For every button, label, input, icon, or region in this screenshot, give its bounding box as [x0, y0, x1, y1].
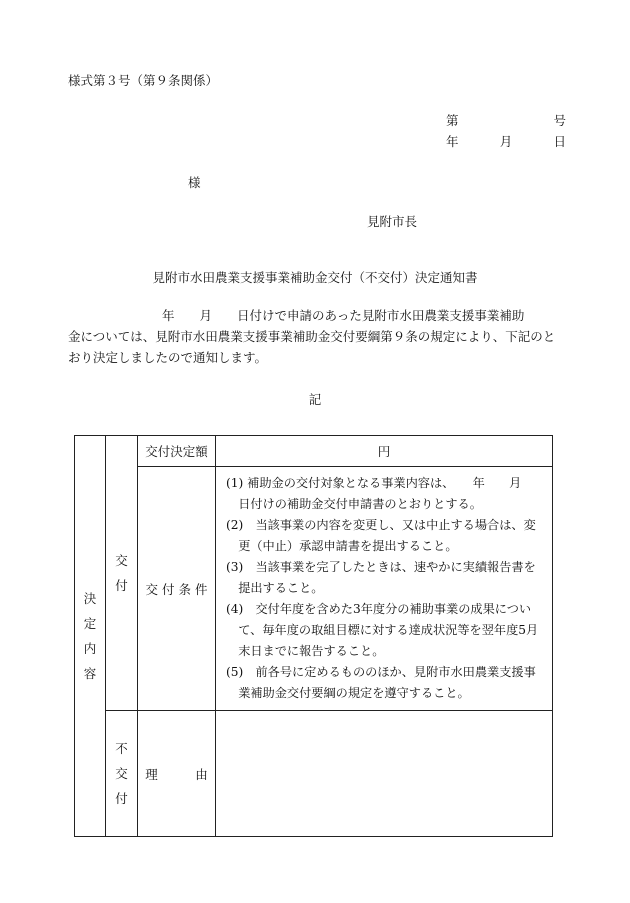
ki-heading: 記: [308, 392, 322, 407]
body-text: [68, 305, 562, 368]
condition-item: (4) 交付年度を含めた3年度分の補助事業の成果について、毎年度の取組目標に対する達成状況等を翌年度5月末日までに報告すること。: [226, 602, 539, 658]
date-day: 日: [553, 134, 566, 149]
grant-amount-value: 円: [216, 436, 553, 467]
issuer: 見附市長: [367, 214, 418, 229]
date-year: 年: [446, 134, 459, 149]
number-suffix: 号: [553, 113, 566, 128]
reason-value: [216, 711, 553, 837]
decision-table: [74, 435, 553, 837]
condition-item: (2) 当該事業の内容を変更し、又は中止する場合は、変更（中止）承認申請書を提出すること。: [226, 518, 536, 553]
conditions-label: 交 付 条 件: [138, 467, 216, 711]
non-grant-label: 不 交 付: [106, 711, 138, 837]
body-line-1: 年 月 日付けで申請のあった見附市水田農業支援事業補助: [162, 308, 525, 323]
form-number: 様式第３号（第９条関係）: [68, 73, 219, 88]
condition-item: (1) 補助金の交付対象となる事業内容は、 年 月 日付けの補助金交付申請書のとおりとする。: [226, 476, 546, 511]
document-title: 見附市水田農業支援事業補助金交付（不交付）決定通知書: [152, 270, 478, 285]
grant-amount-label: 交付決定額: [138, 436, 216, 467]
date-row: [446, 132, 566, 150]
number-prefix: 第: [446, 113, 459, 128]
grant-label: 交 付: [106, 436, 138, 711]
date-month: 月: [499, 134, 513, 149]
addressee: 様: [188, 175, 201, 190]
body-line-2: 金については、見附市水田農業支援事業補助金交付要綱第９条の規定により、下記のとおり決定しましたので通知します。: [68, 329, 556, 365]
conditions-list: [216, 467, 553, 711]
condition-item: (5) 前各号に定めるもののほか、見附市水田農業支援事業補助金交付要綱の規定を遵守すること。: [226, 665, 536, 700]
document-number-row: [446, 111, 566, 129]
condition-item: (3) 当該事業を完了したときは、速やかに実績報告書を提出すること。: [226, 560, 536, 595]
reason-label: 理 由: [138, 711, 216, 837]
decision-content-label: 決 定 内 容: [75, 436, 106, 837]
